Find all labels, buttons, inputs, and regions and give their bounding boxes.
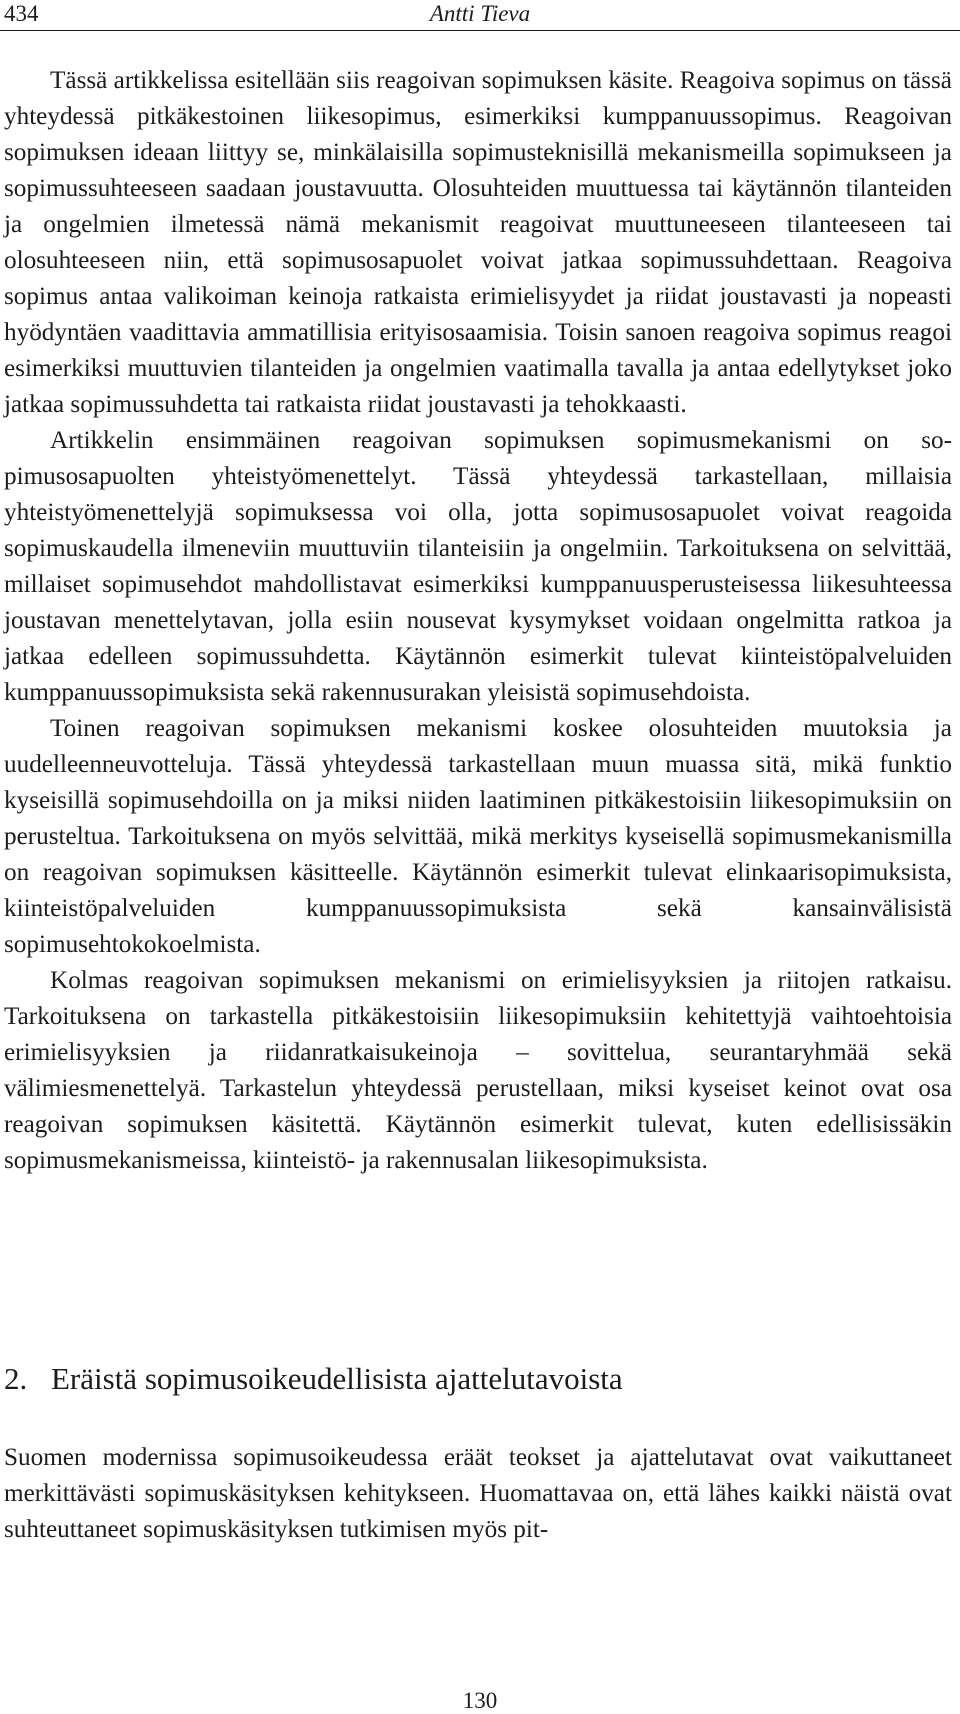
body-text bbox=[4, 63, 952, 1179]
paragraph-dispute-resolution: Kolmas reagoivan sopimuksen mekanismi on erimielisyyksien ja riitojen ratkaisu. Tarkoituksena on tarkastella pitkäkestoisiin liikesopimuksiin kehitettyjä vaihtoehtoisia erimielisyyksien ja riidanratkaisukeinoja – sovittelua, seurantaryhmää sekä välimiesmenettelyä. Tarkastelun yhteydessä perustellaan, miksi kyseiset keinot ovat osa reagoivan sopimuksen käsitettä. Käytännön esimerkit tulevat, kuten edellisissäkin sopimusmekanismeissa, kiinteistö- ja rakennusalan liikesopimuksista. bbox=[4, 967, 952, 1174]
section-heading bbox=[4, 1359, 623, 1399]
page-header bbox=[0, 0, 960, 31]
section-number: 2. bbox=[4, 1361, 28, 1396]
section-body-text bbox=[4, 1440, 952, 1548]
paragraph-renegotiation: Toinen reagoivan sopimuksen mekanismi koskee olosuhteiden muutoksia ja uudelleenneuvotteluja. Tässä yhteydessä tarkastellaan muun muassa sitä, mikä funktio kyseisillä sopimusehdoilla on ja miksi niiden laatiminen pitkäkestoisiin liikesopimuksiin on perusteltua. Tarkoituksena on myös selvittää, mikä merkitys kyseisellä sopimusmekanismilla on reagoivan sopimuksen käsitteelle. Käytännön esimerkit tulevat elinkaarisopimuksista, kiinteistöpalveluiden kumppanuussopimuksista sekä kansainvälisistä sopimusehtokokoelmista. bbox=[4, 715, 952, 958]
paragraph-cooperation-procedures: Artikkelin ensimmäinen reagoivan sopimuksen sopimusmekanismi on sopimusosapuolten yhteistyömenettelyt. Tässä yhteydessä tarkastellaan, millaisia yhteistyömenettelyjä sopimuksessa voi olla, jotta sopimusosapuolet voivat reagoida sopimuskaudella ilmeneviin muuttuviin tilanteisiin ja ongelmiin. Tarkoituksena on selvittää, millaiset sopimusehdot mahdollistavat esimerkiksi kumppanuusperusteisessa liikesuhteessa joustavan menettelytavan, jolla esiin nousevat kysymykset voidaan ongelmitta ratkoa ja jatkaa edelleen sopimussuhdetta. Käytännön esimerkit tulevat kiinteistöpalveluiden kumppanuussopimuksista sekä rakennusurakan yleisistä sopimusehdoista. bbox=[4, 427, 952, 706]
paragraph-modern-contract-law: Suomen modernissa sopimusoikeudessa eräät teokset ja ajattelutavat ovat vaikuttaneet merkittävästi sopimuskäsityksen kehitykseen. Huomattavaa on, että lähes kaikki näistä ovat suhteuttaneet sopimuskäsityksen tutkimisen myös pit- bbox=[4, 1444, 952, 1543]
footer-folio: 130 bbox=[462, 1688, 498, 1713]
running-head-author: Antti Tieva bbox=[429, 1, 531, 26]
section-title: Eräistä sopimusoikeudellisista ajattelutavoista bbox=[51, 1361, 623, 1396]
page-number: 434 bbox=[4, 1, 39, 26]
paragraph-reactive-contract-concept: Tässä artikkelissa esitellään siis reagoivan sopimuksen käsite. Reagoiva sopimus on tässä yhteydessä pitkäkestoinen liikesopimus, esimerkiksi kumppanuussopimus. Reagoivan sopimuksen ideaan liittyy se, minkälaisilla sopimusteknisillä mekanismeilla sopimukseen ja sopimussuhteeseen saadaan joustavuutta. Olosuhteiden muuttuessa tai käytännön tilanteiden ja ongelmien ilmetessä nämä mekanismit reagoivat muuttuneeseen tilanteeseen tai olosuhteeseen niin, että sopimusosapuolet voivat jatkaa sopimussuhdettaan. Reagoiva sopimus antaa valikoiman keinoja ratkaista erimielisyydet ja riidat joustavasti ja nopeasti hyödyntäen vaadittavia ammatillisia erityisosaamisia. Toisin sanoen reagoiva sopimus reagoi esimerkiksi muuttuvien tilanteiden ja ongelmien vaatimalla tavalla ja antaa edellytykset joko jatkaa sopimussuhdetta tai ratkaista riidat joustavasti ja tehokkaasti. bbox=[4, 67, 952, 418]
